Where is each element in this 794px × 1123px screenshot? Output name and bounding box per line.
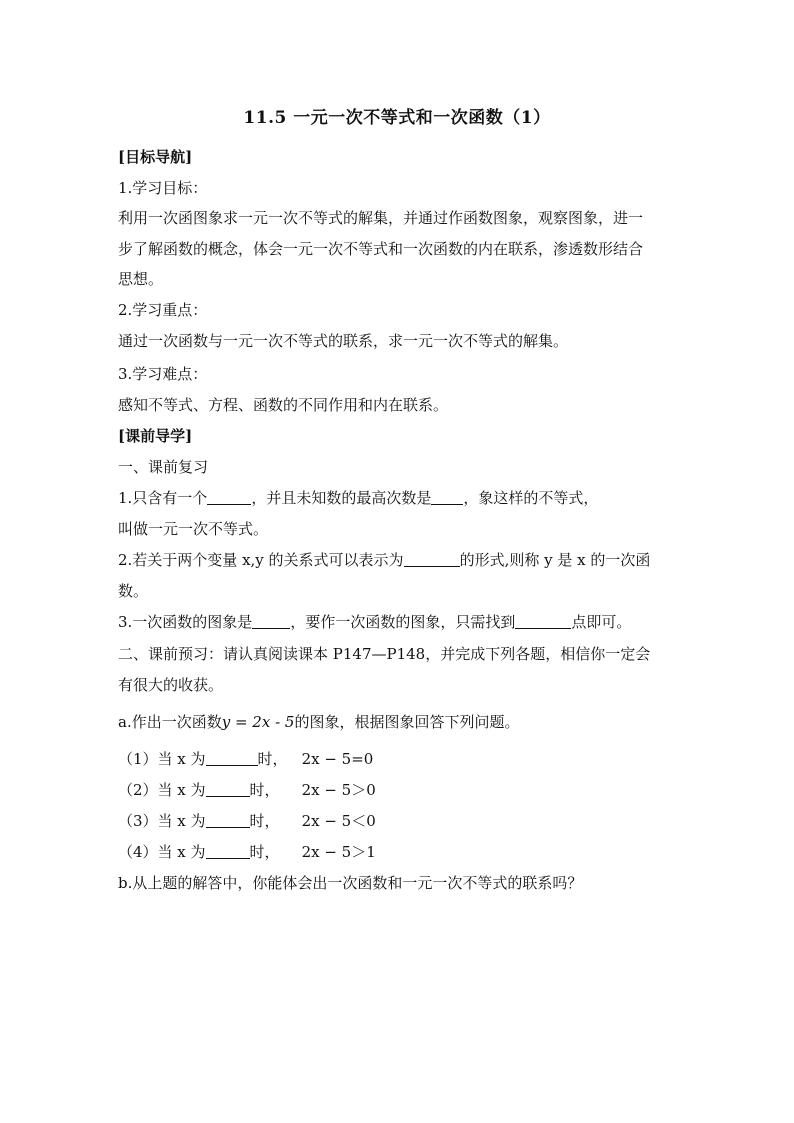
sub3-part-a: （3）当 x 为 [118, 812, 206, 830]
goal2-label: 2.学习重点： [118, 301, 208, 319]
sub1-blank[interactable] [206, 750, 258, 766]
sub1-part-a: （1）当 x 为 [118, 750, 206, 768]
page-title: 11.5 一元一次不等式和一次函数（1） [243, 108, 551, 128]
q2-part-b: 的形式,则称 y 是 x 的一次函 [459, 551, 651, 569]
goal1-label: 1.学习目标： [118, 179, 208, 197]
goal1-text-line2: 步了解函数的概念，体会一元一次不等式和一次函数的内在联系，渗透数形结合 [118, 240, 644, 258]
q2-part-a: 2.若关于两个变量 x,y 的关系式可以表示为 [118, 551, 404, 569]
sub-question-3 [118, 810, 376, 831]
q1-part-c: ，象这样的不等式， [463, 489, 599, 507]
q3-part-c: 点即可。 [571, 613, 632, 631]
question-2 [118, 549, 650, 570]
goal1-text-line3: 思想。 [118, 270, 164, 288]
sub3-part-b: 时， [249, 812, 280, 830]
sub3-equation: 2x − 5＜0 [301, 812, 376, 830]
preview-line2: 有很大的收获。 [118, 676, 224, 694]
sub1-equation: 2x − 5=0 [301, 750, 374, 768]
q3-part-a: 3.一次函数的图象是 [118, 613, 253, 631]
sub1-part-b: 时， [257, 750, 288, 768]
sub2-part-a: （2）当 x 为 [118, 781, 206, 799]
sub-question-4 [118, 841, 376, 862]
q1-part-a: 1.只含有一个 [118, 489, 208, 507]
question-a [118, 711, 519, 732]
pre-guide-heading: [课前导学] [118, 427, 193, 445]
goal3-text: 感知不等式、方程、函数的不同作用和内在联系。 [118, 396, 449, 414]
sub-question-1 [118, 748, 373, 769]
review-heading: 一、课前复习 [118, 458, 209, 476]
qa-equation: y = 2x - 5 [221, 713, 295, 731]
sub-question-2 [118, 779, 376, 800]
sub2-blank[interactable] [206, 781, 250, 797]
q1-blank-2[interactable] [431, 489, 463, 505]
q1-blank-1[interactable] [207, 489, 251, 505]
qa-part-a: a.作出一次函数 [118, 713, 222, 731]
question-b: b.从上题的解答中，你能体会出一次函数和一元一次不等式的联系吗？ [118, 874, 583, 892]
qa-part-b: 的图象，根据图象回答下列问题。 [294, 713, 520, 731]
sub2-equation: 2x − 5＞0 [301, 781, 376, 799]
q3-part-b: ，要作一次函数的图象，只需找到 [290, 613, 516, 631]
q2-blank[interactable] [404, 551, 460, 567]
sub4-equation: 2x − 5＞1 [301, 843, 376, 861]
q3-blank-1[interactable] [252, 613, 290, 629]
preview-line1: 二、课前预习：请认真阅读课本 P147—P148，并完成下列各题，相信你一定会 [118, 645, 651, 663]
goal3-label: 3.学习难点： [118, 365, 208, 383]
question-1 [118, 487, 598, 508]
sub4-blank[interactable] [206, 843, 250, 859]
q1-part-b: ，并且未知数的最高次数是 [251, 489, 432, 507]
goal2-text: 通过一次函数与一元一次不等式的联系，求一元一次不等式的解集。 [118, 332, 569, 350]
goal1-text-line1: 利用一次函图象求一元一次不等式的解集，并通过作函数图象，观察图象，进一 [118, 209, 644, 227]
question-2-line2: 数。 [118, 582, 149, 600]
question-3 [118, 611, 631, 632]
sub4-part-a: （4）当 x 为 [118, 843, 206, 861]
sub4-part-b: 时， [249, 843, 280, 861]
question-1-line2: 叫做一元一次不等式。 [118, 520, 269, 538]
q3-blank-2[interactable] [515, 613, 571, 629]
goal-nav-heading: [目标导航] [118, 148, 193, 166]
sub2-part-b: 时， [249, 781, 280, 799]
sub3-blank[interactable] [206, 812, 250, 828]
